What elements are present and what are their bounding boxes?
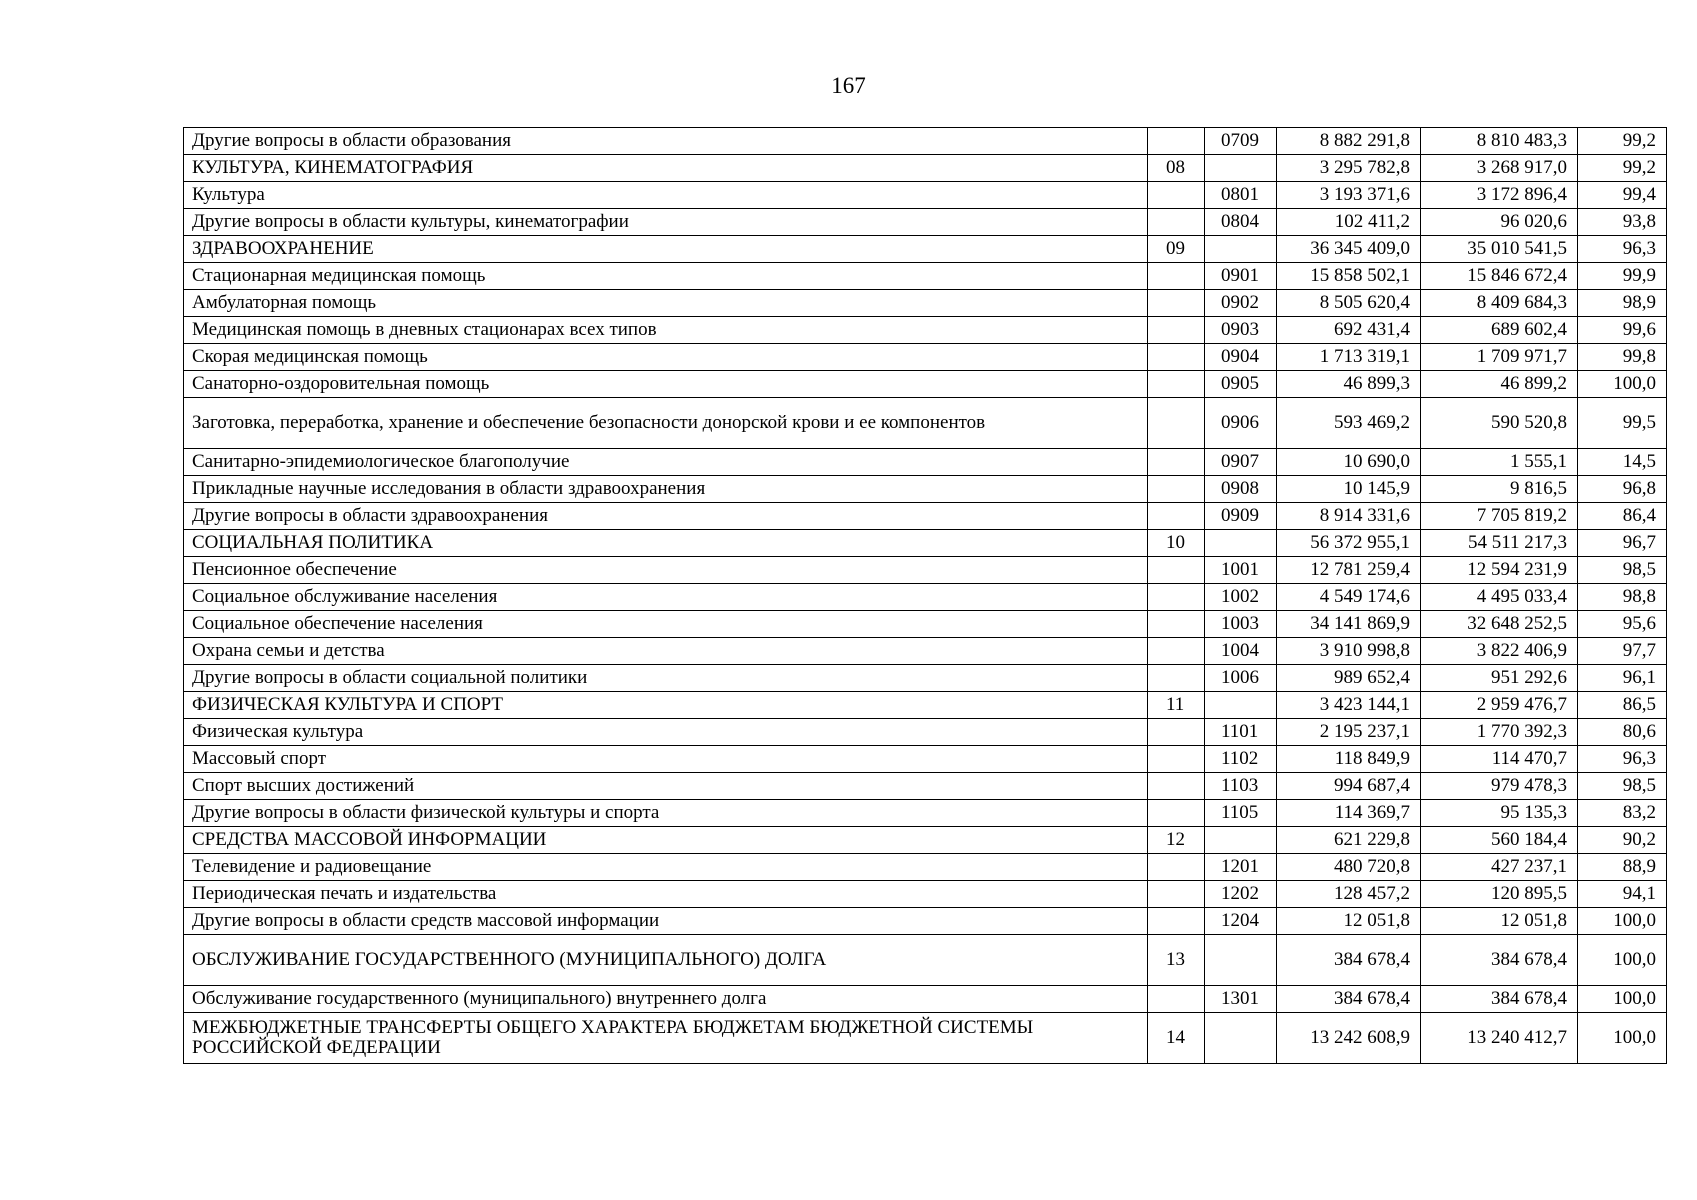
row-name-cell: Телевидение и радиовещание: [184, 854, 1148, 881]
subsection-code-cell: 0905: [1205, 371, 1277, 398]
section-code-cell: [1148, 665, 1205, 692]
row-name-cell: ЗДРАВООХРАНЕНИЕ: [184, 236, 1148, 263]
row-name-cell: СОЦИАЛЬНАЯ ПОЛИТИКА: [184, 530, 1148, 557]
section-code-cell: [1148, 371, 1205, 398]
row-name-cell: Амбулаторная помощь: [184, 290, 1148, 317]
section-code-cell: [1148, 290, 1205, 317]
planned-amount-cell: 3 910 998,8: [1277, 638, 1421, 665]
execution-percent-cell: 98,9: [1578, 290, 1667, 317]
row-name-cell: Прикладные научные исследования в области здравоохранения: [184, 476, 1148, 503]
actual-amount-cell: 9 816,5: [1421, 476, 1578, 503]
row-name-cell: Заготовка, переработка, хранение и обеспечение безопасности донорской крови и ее компонентов: [184, 398, 1148, 449]
row-name-cell: Культура: [184, 182, 1148, 209]
planned-amount-cell: 8 914 331,6: [1277, 503, 1421, 530]
subsection-code-cell: 0904: [1205, 344, 1277, 371]
table-row: [184, 908, 1667, 935]
table-row: [184, 503, 1667, 530]
section-code-cell: [1148, 476, 1205, 503]
subsection-code-cell: 1004: [1205, 638, 1277, 665]
row-name-cell: Скорая медицинская помощь: [184, 344, 1148, 371]
section-code-cell: [1148, 854, 1205, 881]
section-code-cell: [1148, 449, 1205, 476]
actual-amount-cell: 4 495 033,4: [1421, 584, 1578, 611]
subsection-code-cell: 0907: [1205, 449, 1277, 476]
table-row: [184, 854, 1667, 881]
planned-amount-cell: 114 369,7: [1277, 800, 1421, 827]
execution-percent-cell: 97,7: [1578, 638, 1667, 665]
planned-amount-cell: 12 781 259,4: [1277, 557, 1421, 584]
actual-amount-cell: 951 292,6: [1421, 665, 1578, 692]
planned-amount-cell: 480 720,8: [1277, 854, 1421, 881]
actual-amount-cell: 8 810 483,3: [1421, 128, 1578, 155]
execution-percent-cell: 98,8: [1578, 584, 1667, 611]
execution-percent-cell: 98,5: [1578, 557, 1667, 584]
table-row: [184, 746, 1667, 773]
table-row: [184, 986, 1667, 1013]
subsection-code-cell: 1105: [1205, 800, 1277, 827]
row-name-cell: Обслуживание государственного (муниципального) внутреннего долга: [184, 986, 1148, 1013]
table-row: [184, 263, 1667, 290]
subsection-code-cell: 1003: [1205, 611, 1277, 638]
table-row: [184, 665, 1667, 692]
subsection-code-cell: 0908: [1205, 476, 1277, 503]
actual-amount-cell: 54 511 217,3: [1421, 530, 1578, 557]
execution-percent-cell: 99,8: [1578, 344, 1667, 371]
subsection-code-cell: 1301: [1205, 986, 1277, 1013]
actual-amount-cell: 384 678,4: [1421, 986, 1578, 1013]
subsection-code-cell: [1205, 530, 1277, 557]
row-name-cell: Охрана семьи и детства: [184, 638, 1148, 665]
subsection-code-cell: 0902: [1205, 290, 1277, 317]
planned-amount-cell: 12 051,8: [1277, 908, 1421, 935]
section-code-cell: 08: [1148, 155, 1205, 182]
planned-amount-cell: 621 229,8: [1277, 827, 1421, 854]
subsection-code-cell: 1006: [1205, 665, 1277, 692]
section-code-cell: [1148, 503, 1205, 530]
table-row: [184, 530, 1667, 557]
actual-amount-cell: 12 051,8: [1421, 908, 1578, 935]
row-name-cell: Стационарная медицинская помощь: [184, 263, 1148, 290]
row-name-cell: Другие вопросы в области физической культуры и спорта: [184, 800, 1148, 827]
section-code-cell: [1148, 584, 1205, 611]
execution-percent-cell: 96,3: [1578, 236, 1667, 263]
subsection-code-cell: [1205, 827, 1277, 854]
subsection-code-cell: 0909: [1205, 503, 1277, 530]
row-name-cell: Другие вопросы в области средств массовой информации: [184, 908, 1148, 935]
subsection-code-cell: [1205, 236, 1277, 263]
planned-amount-cell: 989 652,4: [1277, 665, 1421, 692]
actual-amount-cell: 1 555,1: [1421, 449, 1578, 476]
section-code-cell: [1148, 881, 1205, 908]
execution-percent-cell: 99,9: [1578, 263, 1667, 290]
actual-amount-cell: 96 020,6: [1421, 209, 1578, 236]
row-name-cell: СРЕДСТВА МАССОВОЙ ИНФОРМАЦИИ: [184, 827, 1148, 854]
planned-amount-cell: 8 882 291,8: [1277, 128, 1421, 155]
section-code-cell: 14: [1148, 1013, 1205, 1064]
planned-amount-cell: 3 295 782,8: [1277, 155, 1421, 182]
subsection-code-cell: 0804: [1205, 209, 1277, 236]
actual-amount-cell: 427 237,1: [1421, 854, 1578, 881]
planned-amount-cell: 13 242 608,9: [1277, 1013, 1421, 1064]
row-name-cell: Социальное обслуживание населения: [184, 584, 1148, 611]
actual-amount-cell: 12 594 231,9: [1421, 557, 1578, 584]
execution-percent-cell: 94,1: [1578, 881, 1667, 908]
subsection-code-cell: 1102: [1205, 746, 1277, 773]
planned-amount-cell: 46 899,3: [1277, 371, 1421, 398]
planned-amount-cell: 692 431,4: [1277, 317, 1421, 344]
row-name-cell: Спорт высших достижений: [184, 773, 1148, 800]
page-number: 167: [831, 73, 866, 98]
execution-percent-cell: 80,6: [1578, 719, 1667, 746]
table-row: [184, 236, 1667, 263]
table-row: [184, 881, 1667, 908]
execution-percent-cell: 99,6: [1578, 317, 1667, 344]
actual-amount-cell: 3 172 896,4: [1421, 182, 1578, 209]
planned-amount-cell: 102 411,2: [1277, 209, 1421, 236]
planned-amount-cell: 36 345 409,0: [1277, 236, 1421, 263]
planned-amount-cell: 10 145,9: [1277, 476, 1421, 503]
execution-percent-cell: 86,5: [1578, 692, 1667, 719]
table-row: [184, 800, 1667, 827]
table-row: [184, 557, 1667, 584]
row-name-cell: Физическая культура: [184, 719, 1148, 746]
actual-amount-cell: 689 602,4: [1421, 317, 1578, 344]
subsection-code-cell: 0901: [1205, 263, 1277, 290]
planned-amount-cell: 1 713 319,1: [1277, 344, 1421, 371]
table-row: [184, 128, 1667, 155]
execution-percent-cell: 83,2: [1578, 800, 1667, 827]
table-body: [184, 128, 1667, 1064]
actual-amount-cell: 7 705 819,2: [1421, 503, 1578, 530]
execution-percent-cell: 88,9: [1578, 854, 1667, 881]
subsection-code-cell: [1205, 1013, 1277, 1064]
execution-percent-cell: 86,4: [1578, 503, 1667, 530]
table-row: [184, 155, 1667, 182]
subsection-code-cell: 1002: [1205, 584, 1277, 611]
subsection-code-cell: [1205, 692, 1277, 719]
actual-amount-cell: 560 184,4: [1421, 827, 1578, 854]
table-row: [184, 584, 1667, 611]
table-row: [184, 476, 1667, 503]
execution-percent-cell: 100,0: [1578, 1013, 1667, 1064]
row-name-cell: Социальное обеспечение населения: [184, 611, 1148, 638]
planned-amount-cell: 8 505 620,4: [1277, 290, 1421, 317]
table-row: [184, 611, 1667, 638]
actual-amount-cell: 590 520,8: [1421, 398, 1578, 449]
planned-amount-cell: 4 549 174,6: [1277, 584, 1421, 611]
actual-amount-cell: 95 135,3: [1421, 800, 1578, 827]
row-name-cell: Другие вопросы в области социальной политики: [184, 665, 1148, 692]
row-name-cell: Санитарно-эпидемиологическое благополучие: [184, 449, 1148, 476]
table-row: [184, 827, 1667, 854]
actual-amount-cell: 1 709 971,7: [1421, 344, 1578, 371]
planned-amount-cell: 994 687,4: [1277, 773, 1421, 800]
subsection-code-cell: 1204: [1205, 908, 1277, 935]
actual-amount-cell: 32 648 252,5: [1421, 611, 1578, 638]
actual-amount-cell: 35 010 541,5: [1421, 236, 1578, 263]
subsection-code-cell: 1103: [1205, 773, 1277, 800]
section-code-cell: [1148, 638, 1205, 665]
table-row: [184, 290, 1667, 317]
execution-percent-cell: 99,2: [1578, 128, 1667, 155]
section-code-cell: [1148, 773, 1205, 800]
row-name-cell: МЕЖБЮДЖЕТНЫЕ ТРАНСФЕРТЫ ОБЩЕГО ХАРАКТЕРА БЮДЖЕТАМ БЮДЖЕТНОЙ СИСТЕМЫ РОССИЙСКОЙ ФЕДЕРАЦИИ: [184, 1013, 1148, 1064]
execution-percent-cell: 95,6: [1578, 611, 1667, 638]
section-code-cell: 12: [1148, 827, 1205, 854]
execution-percent-cell: 99,4: [1578, 182, 1667, 209]
subsection-code-cell: 1202: [1205, 881, 1277, 908]
actual-amount-cell: 114 470,7: [1421, 746, 1578, 773]
planned-amount-cell: 34 141 869,9: [1277, 611, 1421, 638]
table-row: [184, 1013, 1667, 1064]
section-code-cell: [1148, 986, 1205, 1013]
actual-amount-cell: 120 895,5: [1421, 881, 1578, 908]
section-code-cell: [1148, 263, 1205, 290]
planned-amount-cell: 3 193 371,6: [1277, 182, 1421, 209]
subsection-code-cell: 1001: [1205, 557, 1277, 584]
planned-amount-cell: 10 690,0: [1277, 449, 1421, 476]
row-name-cell: КУЛЬТУРА, КИНЕМАТОГРАФИЯ: [184, 155, 1148, 182]
row-name-cell: Другие вопросы в области культуры, кинематографии: [184, 209, 1148, 236]
table-row: [184, 638, 1667, 665]
budget-execution-table: [183, 127, 1667, 1064]
row-name-cell: Массовый спорт: [184, 746, 1148, 773]
table-row: [184, 209, 1667, 236]
subsection-code-cell: 0801: [1205, 182, 1277, 209]
subsection-code-cell: 1101: [1205, 719, 1277, 746]
row-name-cell: Другие вопросы в области здравоохранения: [184, 503, 1148, 530]
section-code-cell: 11: [1148, 692, 1205, 719]
table-row: [184, 773, 1667, 800]
actual-amount-cell: 8 409 684,3: [1421, 290, 1578, 317]
section-code-cell: [1148, 344, 1205, 371]
section-code-cell: [1148, 719, 1205, 746]
execution-percent-cell: 100,0: [1578, 986, 1667, 1013]
section-code-cell: [1148, 209, 1205, 236]
execution-percent-cell: 93,8: [1578, 209, 1667, 236]
execution-percent-cell: 96,1: [1578, 665, 1667, 692]
section-code-cell: [1148, 908, 1205, 935]
planned-amount-cell: 593 469,2: [1277, 398, 1421, 449]
table-row: [184, 719, 1667, 746]
section-code-cell: [1148, 317, 1205, 344]
planned-amount-cell: 2 195 237,1: [1277, 719, 1421, 746]
execution-percent-cell: 99,2: [1578, 155, 1667, 182]
actual-amount-cell: 13 240 412,7: [1421, 1013, 1578, 1064]
execution-percent-cell: 100,0: [1578, 935, 1667, 986]
row-name-cell: Другие вопросы в области образования: [184, 128, 1148, 155]
subsection-code-cell: 0709: [1205, 128, 1277, 155]
execution-percent-cell: 100,0: [1578, 908, 1667, 935]
actual-amount-cell: 1 770 392,3: [1421, 719, 1578, 746]
section-code-cell: [1148, 611, 1205, 638]
planned-amount-cell: 56 372 955,1: [1277, 530, 1421, 557]
execution-percent-cell: 99,5: [1578, 398, 1667, 449]
row-name-cell: Пенсионное обеспечение: [184, 557, 1148, 584]
planned-amount-cell: 15 858 502,1: [1277, 263, 1421, 290]
execution-percent-cell: 96,3: [1578, 746, 1667, 773]
execution-percent-cell: 90,2: [1578, 827, 1667, 854]
table-row: [184, 182, 1667, 209]
table-row: [184, 935, 1667, 986]
actual-amount-cell: 15 846 672,4: [1421, 263, 1578, 290]
actual-amount-cell: 3 268 917,0: [1421, 155, 1578, 182]
planned-amount-cell: 118 849,9: [1277, 746, 1421, 773]
actual-amount-cell: 46 899,2: [1421, 371, 1578, 398]
table-row: [184, 398, 1667, 449]
execution-percent-cell: 98,5: [1578, 773, 1667, 800]
actual-amount-cell: 3 822 406,9: [1421, 638, 1578, 665]
section-code-cell: [1148, 398, 1205, 449]
section-code-cell: [1148, 800, 1205, 827]
subsection-code-cell: [1205, 935, 1277, 986]
table-row: [184, 449, 1667, 476]
subsection-code-cell: 0906: [1205, 398, 1277, 449]
row-name-cell: Периодическая печать и издательства: [184, 881, 1148, 908]
subsection-code-cell: 0903: [1205, 317, 1277, 344]
section-code-cell: 10: [1148, 530, 1205, 557]
section-code-cell: [1148, 128, 1205, 155]
actual-amount-cell: 979 478,3: [1421, 773, 1578, 800]
execution-percent-cell: 96,7: [1578, 530, 1667, 557]
planned-amount-cell: 384 678,4: [1277, 986, 1421, 1013]
actual-amount-cell: 384 678,4: [1421, 935, 1578, 986]
table-row: [184, 344, 1667, 371]
subsection-code-cell: [1205, 155, 1277, 182]
actual-amount-cell: 2 959 476,7: [1421, 692, 1578, 719]
section-code-cell: [1148, 182, 1205, 209]
row-name-cell: Санаторно-оздоровительная помощь: [184, 371, 1148, 398]
section-code-cell: 09: [1148, 236, 1205, 263]
planned-amount-cell: 384 678,4: [1277, 935, 1421, 986]
row-name-cell: Медицинская помощь в дневных стационарах всех типов: [184, 317, 1148, 344]
row-name-cell: ФИЗИЧЕСКАЯ КУЛЬТУРА И СПОРТ: [184, 692, 1148, 719]
section-code-cell: 13: [1148, 935, 1205, 986]
table-row: [184, 692, 1667, 719]
planned-amount-cell: 3 423 144,1: [1277, 692, 1421, 719]
table-row: [184, 371, 1667, 398]
table-row: [184, 317, 1667, 344]
execution-percent-cell: 14,5: [1578, 449, 1667, 476]
planned-amount-cell: 128 457,2: [1277, 881, 1421, 908]
execution-percent-cell: 100,0: [1578, 371, 1667, 398]
section-code-cell: [1148, 557, 1205, 584]
execution-percent-cell: 96,8: [1578, 476, 1667, 503]
section-code-cell: [1148, 746, 1205, 773]
row-name-cell: ОБСЛУЖИВАНИЕ ГОСУДАРСТВЕННОГО (МУНИЦИПАЛЬНОГО) ДОЛГА: [184, 935, 1148, 986]
subsection-code-cell: 1201: [1205, 854, 1277, 881]
